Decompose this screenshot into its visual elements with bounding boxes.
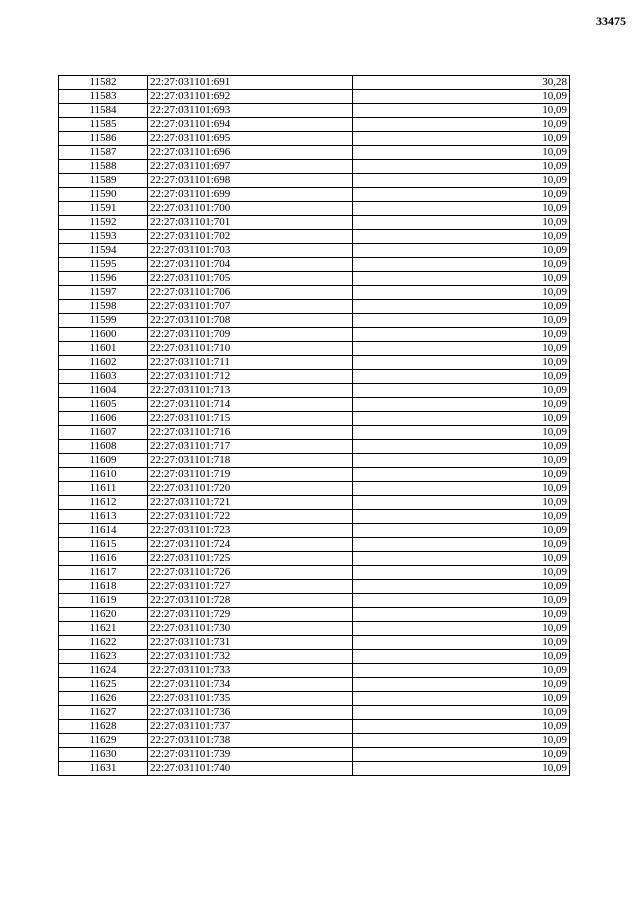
table-row [59,748,570,762]
value-cell: 10,09 [353,342,570,356]
row-number-cell: 11623 [59,650,148,664]
cadastral-number-cell: 22:27:031101:724 [148,538,353,552]
row-number-cell: 11590 [59,188,148,202]
table-row [59,468,570,482]
row-number-cell: 11619 [59,594,148,608]
value-cell: 10,09 [353,412,570,426]
table-row [59,244,570,258]
value-cell: 10,09 [353,594,570,608]
value-cell: 10,09 [353,174,570,188]
table-row [59,510,570,524]
row-number-cell: 11591 [59,202,148,216]
table-row [59,580,570,594]
table-row [59,650,570,664]
cadastral-number-cell: 22:27:031101:695 [148,132,353,146]
table-row [59,608,570,622]
row-number-cell: 11582 [59,76,148,90]
row-number-cell: 11615 [59,538,148,552]
row-number-cell: 11630 [59,748,148,762]
row-number-cell: 11586 [59,132,148,146]
row-number-cell: 11606 [59,412,148,426]
value-cell: 10,09 [353,90,570,104]
cadastral-number-cell: 22:27:031101:723 [148,524,353,538]
table-row [59,552,570,566]
cadastral-number-cell: 22:27:031101:692 [148,90,353,104]
value-cell: 10,09 [353,748,570,762]
table-row [59,188,570,202]
value-cell: 10,09 [353,118,570,132]
table-row [59,146,570,160]
value-cell: 10,09 [353,566,570,580]
cadastral-number-cell: 22:27:031101:703 [148,244,353,258]
row-number-cell: 11598 [59,300,148,314]
value-cell: 10,09 [353,426,570,440]
table-row [59,594,570,608]
cadastral-number-cell: 22:27:031101:735 [148,692,353,706]
row-number-cell: 11621 [59,622,148,636]
value-cell: 10,09 [353,132,570,146]
row-number-cell: 11610 [59,468,148,482]
row-number-cell: 11597 [59,286,148,300]
cadastral-number-cell: 22:27:031101:708 [148,314,353,328]
row-number-cell: 11594 [59,244,148,258]
table-row [59,440,570,454]
row-number-cell: 11595 [59,258,148,272]
cadastral-number-cell: 22:27:031101:732 [148,650,353,664]
table-row [59,328,570,342]
table-row [59,216,570,230]
cadastral-number-cell: 22:27:031101:731 [148,636,353,650]
value-cell: 10,09 [353,622,570,636]
cadastral-number-cell: 22:27:031101:709 [148,328,353,342]
row-number-cell: 11585 [59,118,148,132]
cadastral-number-cell: 22:27:031101:736 [148,706,353,720]
table-row [59,692,570,706]
row-number-cell: 11599 [59,314,148,328]
value-cell: 10,09 [353,496,570,510]
table-row [59,286,570,300]
row-number-cell: 11628 [59,720,148,734]
cadastral-number-cell: 22:27:031101:711 [148,356,353,370]
cadastral-number-cell: 22:27:031101:737 [148,720,353,734]
cadastral-number-cell: 22:27:031101:713 [148,384,353,398]
value-cell: 10,09 [353,636,570,650]
cadastral-number-cell: 22:27:031101:716 [148,426,353,440]
table-row [59,160,570,174]
table-row [59,426,570,440]
row-number-cell: 11613 [59,510,148,524]
cadastral-number-cell: 22:27:031101:700 [148,202,353,216]
cadastral-number-cell: 22:27:031101:728 [148,594,353,608]
value-cell: 10,09 [353,202,570,216]
row-number-cell: 11596 [59,272,148,286]
row-number-cell: 11625 [59,678,148,692]
cadastral-number-cell: 22:27:031101:718 [148,454,353,468]
value-cell: 10,09 [353,608,570,622]
table-row [59,272,570,286]
table-row [59,174,570,188]
table-row [59,706,570,720]
table-row [59,356,570,370]
table-row [59,496,570,510]
row-number-cell: 11604 [59,384,148,398]
row-number-cell: 11611 [59,482,148,496]
row-number-cell: 11617 [59,566,148,580]
table-row [59,314,570,328]
registry-table-body [59,76,570,776]
value-cell: 10,09 [353,104,570,118]
value-cell: 10,09 [353,230,570,244]
row-number-cell: 11603 [59,370,148,384]
value-cell: 10,09 [353,454,570,468]
value-cell: 10,09 [353,286,570,300]
row-number-cell: 11626 [59,692,148,706]
value-cell: 10,09 [353,384,570,398]
row-number-cell: 11587 [59,146,148,160]
cadastral-number-cell: 22:27:031101:734 [148,678,353,692]
value-cell: 10,09 [353,370,570,384]
table-row [59,482,570,496]
cadastral-number-cell: 22:27:031101:691 [148,76,353,90]
value-cell: 10,09 [353,216,570,230]
row-number-cell: 11589 [59,174,148,188]
table-row [59,454,570,468]
row-number-cell: 11583 [59,90,148,104]
table-row [59,664,570,678]
row-number-cell: 11588 [59,160,148,174]
value-cell: 10,09 [353,314,570,328]
value-cell: 10,09 [353,440,570,454]
cadastral-number-cell: 22:27:031101:715 [148,412,353,426]
cadastral-number-cell: 22:27:031101:730 [148,622,353,636]
cadastral-number-cell: 22:27:031101:696 [148,146,353,160]
table-row [59,398,570,412]
value-cell: 10,09 [353,552,570,566]
cadastral-number-cell: 22:27:031101:739 [148,748,353,762]
table-row [59,622,570,636]
row-number-cell: 11616 [59,552,148,566]
cadastral-number-cell: 22:27:031101:725 [148,552,353,566]
cadastral-number-cell: 22:27:031101:720 [148,482,353,496]
row-number-cell: 11609 [59,454,148,468]
table-row [59,524,570,538]
cadastral-number-cell: 22:27:031101:714 [148,398,353,412]
row-number-cell: 11612 [59,496,148,510]
cadastral-number-cell: 22:27:031101:705 [148,272,353,286]
page-number: 33475 [596,14,626,28]
table-row [59,300,570,314]
cadastral-number-cell: 22:27:031101:694 [148,118,353,132]
value-cell: 10,09 [353,244,570,258]
row-number-cell: 11601 [59,342,148,356]
cadastral-number-cell: 22:27:031101:699 [148,188,353,202]
row-number-cell: 11614 [59,524,148,538]
table-row [59,720,570,734]
value-cell: 10,09 [353,762,570,776]
table-row [59,678,570,692]
value-cell: 10,09 [353,706,570,720]
cadastral-number-cell: 22:27:031101:706 [148,286,353,300]
row-number-cell: 11593 [59,230,148,244]
table-row [59,118,570,132]
cadastral-number-cell: 22:27:031101:729 [148,608,353,622]
cadastral-number-cell: 22:27:031101:697 [148,160,353,174]
row-number-cell: 11607 [59,426,148,440]
table-row [59,538,570,552]
cadastral-number-cell: 22:27:031101:712 [148,370,353,384]
value-cell: 10,09 [353,398,570,412]
value-cell: 10,09 [353,734,570,748]
cadastral-number-cell: 22:27:031101:710 [148,342,353,356]
value-cell: 10,09 [353,160,570,174]
row-number-cell: 11629 [59,734,148,748]
cadastral-number-cell: 22:27:031101:726 [148,566,353,580]
value-cell: 10,09 [353,510,570,524]
row-number-cell: 11592 [59,216,148,230]
value-cell: 10,09 [353,538,570,552]
value-cell: 10,09 [353,720,570,734]
cadastral-number-cell: 22:27:031101:721 [148,496,353,510]
cadastral-number-cell: 22:27:031101:698 [148,174,353,188]
value-cell: 10,09 [353,328,570,342]
registry-table [58,75,570,776]
cadastral-number-cell: 22:27:031101:693 [148,104,353,118]
value-cell: 10,09 [353,524,570,538]
value-cell: 10,09 [353,482,570,496]
cadastral-number-cell: 22:27:031101:707 [148,300,353,314]
table-row [59,76,570,90]
table-row [59,636,570,650]
value-cell: 10,09 [353,692,570,706]
row-number-cell: 11631 [59,762,148,776]
cadastral-number-cell: 22:27:031101:717 [148,440,353,454]
cadastral-number-cell: 22:27:031101:738 [148,734,353,748]
value-cell: 10,09 [353,678,570,692]
row-number-cell: 11627 [59,706,148,720]
row-number-cell: 11620 [59,608,148,622]
value-cell: 10,09 [353,272,570,286]
row-number-cell: 11608 [59,440,148,454]
value-cell: 10,09 [353,188,570,202]
value-cell: 10,09 [353,664,570,678]
row-number-cell: 11584 [59,104,148,118]
value-cell: 10,09 [353,356,570,370]
cadastral-number-cell: 22:27:031101:704 [148,258,353,272]
table-row [59,412,570,426]
table-row [59,132,570,146]
table-row [59,566,570,580]
cadastral-number-cell: 22:27:031101:727 [148,580,353,594]
table-row [59,104,570,118]
value-cell: 10,09 [353,650,570,664]
row-number-cell: 11618 [59,580,148,594]
table-row [59,342,570,356]
cadastral-number-cell: 22:27:031101:733 [148,664,353,678]
cadastral-number-cell: 22:27:031101:701 [148,216,353,230]
table-row [59,384,570,398]
value-cell: 10,09 [353,468,570,482]
row-number-cell: 11600 [59,328,148,342]
table-row [59,258,570,272]
cadastral-number-cell: 22:27:031101:702 [148,230,353,244]
value-cell: 10,09 [353,580,570,594]
value-cell: 10,09 [353,258,570,272]
row-number-cell: 11622 [59,636,148,650]
table-row [59,370,570,384]
value-cell: 10,09 [353,146,570,160]
row-number-cell: 11605 [59,398,148,412]
table-row [59,202,570,216]
value-cell: 10,09 [353,300,570,314]
row-number-cell: 11602 [59,356,148,370]
table-row [59,762,570,776]
table-row [59,90,570,104]
cadastral-number-cell: 22:27:031101:740 [148,762,353,776]
row-number-cell: 11624 [59,664,148,678]
cadastral-number-cell: 22:27:031101:719 [148,468,353,482]
value-cell: 30,28 [353,76,570,90]
table-row [59,230,570,244]
table-row [59,734,570,748]
cadastral-number-cell: 22:27:031101:722 [148,510,353,524]
